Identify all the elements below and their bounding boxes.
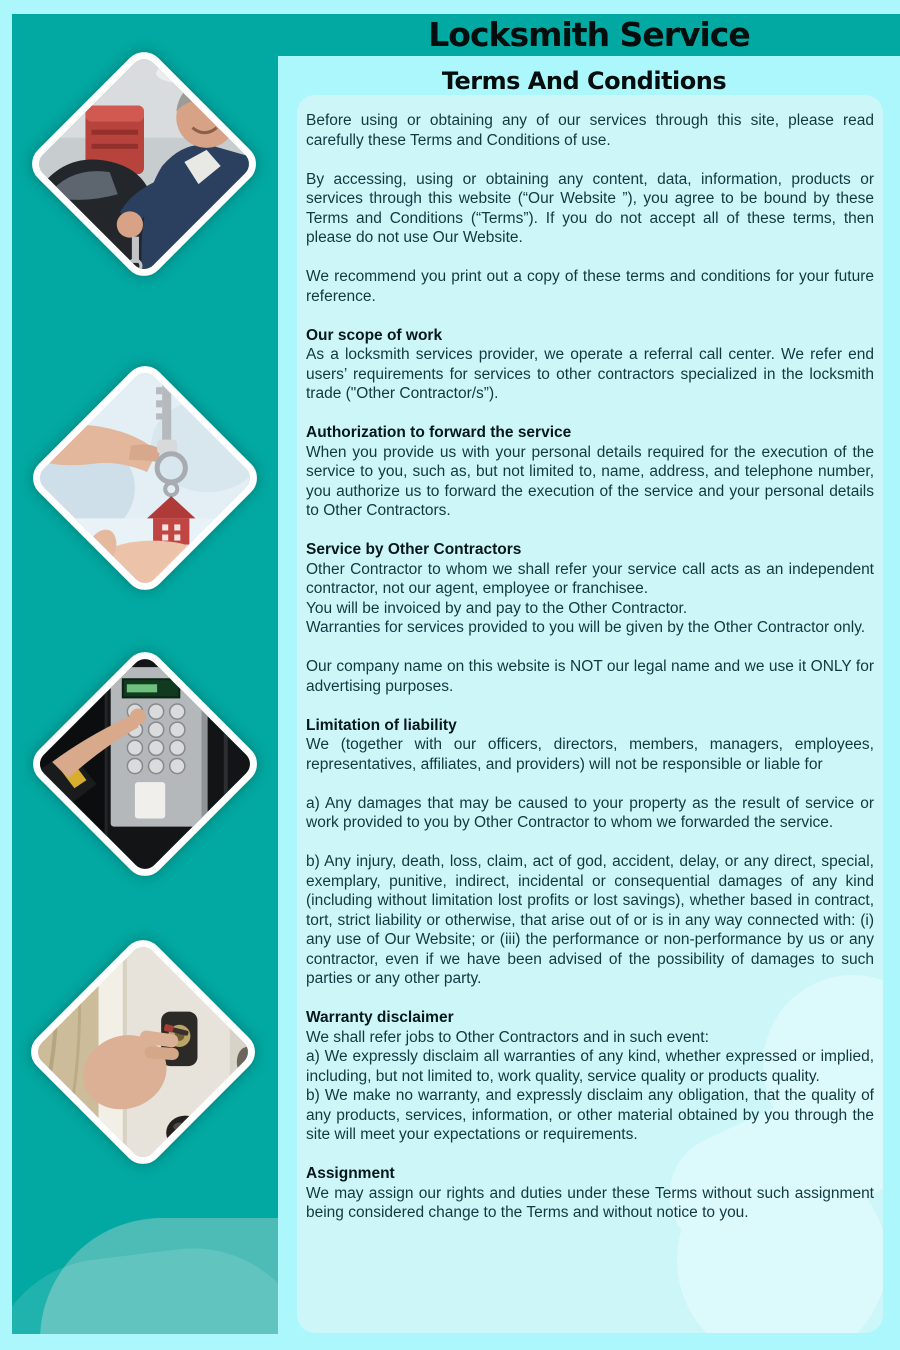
terms-paragraph: You will be invoiced by and pay to the Other Contractor. (306, 599, 688, 617)
section-heading: Service by Other Contractors (306, 541, 522, 558)
terms-paragraph: When you provide us with your personal details required for the execution of the service to you, such as, but not limited to, name, address, and telephone number, you authorize us to forward the execution of the service and your personal details to Other Contractors. (306, 443, 874, 519)
terms-paragraph: a) We expressly disclaim all warranties of any kind, whether expressed or implied, including, but not limited to, work quality, service quality or products quality. (306, 1048, 874, 1085)
terms-paragraph: b) We make no warranty, and expressly disclaim any obligation, that the quality of any products, services, information, or other material obtained by you through the site will meet your expectations or requirements. (306, 1087, 874, 1143)
terms-paragraph: By accessing, using or obtaining any content, data, information, products or services through this website (“Our Website ”), you agree to be bound by these Terms and Conditions (“Terms”). If you do not accept all of these terms, then please do not use Our Website. (306, 170, 874, 246)
house-key-handover-photo (34, 367, 256, 589)
section-heading: Limitation of liability (306, 716, 457, 734)
terms-paragraph: We (together with our officers, directors, members, managers, employees, representatives, affiliates, and providers) will not be responsible or liable for (306, 736, 874, 773)
terms-paragraph: As a locksmith services provider, we operate a referral call center. We refer end users’ requirements for services to other contractors specialized in the locksmith trade ("Other Contractor/s”). (306, 346, 874, 402)
section-heading: Assignment (306, 1165, 395, 1182)
photo-diamond-2 (25, 358, 265, 598)
terms-paragraph: a) Any damages that may be caused to your property as the result of service or work provided to you by Other Contractor to whom we forwarded the service. (306, 794, 874, 831)
photo-diamond-3 (25, 644, 265, 884)
terms-paragraph: Our company name on this website is NOT our legal name and we use it ONLY for advertising purposes. (306, 658, 874, 695)
terms-paragraph: We shall refer jobs to Other Contractors and in such event: (306, 1028, 709, 1046)
sidebar (12, 14, 278, 1334)
terms-paragraph: We may assign our rights and duties under these Terms without such assignment being considered change to the Terms and without notice to you. (306, 1184, 874, 1221)
terms-paragraph: Warranties for services provided to you will be given by the Other Contractor only. (306, 619, 866, 636)
section-heading: Authorization to forward the service (306, 424, 572, 441)
terms-paragraph: b) Any injury, death, loss, claim, act of god, accident, delay, or any direct, special, exemplary, punitive, indirect, incidental or consequential damages of any kind (including without limitation lost profits or lost savings), whether based in contract, tort, strict liability or otherwise, that arise out of or is in any way connected with: (i) any use of Our Website; or (iii) the performance or non-performance by us or any contractor, even if we have been advised of the possibility of damages to such parties or any other party. (306, 853, 874, 987)
terms-body (297, 95, 883, 1333)
photo-diamond-1 (24, 44, 264, 284)
section-heading: Warranty disclaimer (306, 1009, 454, 1026)
mechanic-handing-car-keys-photo (33, 53, 255, 275)
section-heading: Our scope of work (306, 326, 443, 344)
page-subtitle: Terms And Conditions (441, 67, 727, 95)
door-lock-picking-photo (32, 941, 254, 1163)
terms-paragraph: We recommend you print out a copy of these terms and conditions for your future reference. (306, 268, 874, 305)
keypad-entry-photo (34, 653, 256, 875)
terms-paragraph: Before using or obtaining any of our services through this site, please read carefully these Terms and Conditions of use. (306, 112, 874, 149)
terms-paragraph: Other Contractor to whom we shall refer your service call acts as an independent contractor, not our agent, employee or franchisee. (306, 560, 874, 597)
terms-panel (297, 95, 883, 1333)
photo-diamond-4 (23, 932, 263, 1172)
page-title: Locksmith Service (428, 15, 750, 54)
